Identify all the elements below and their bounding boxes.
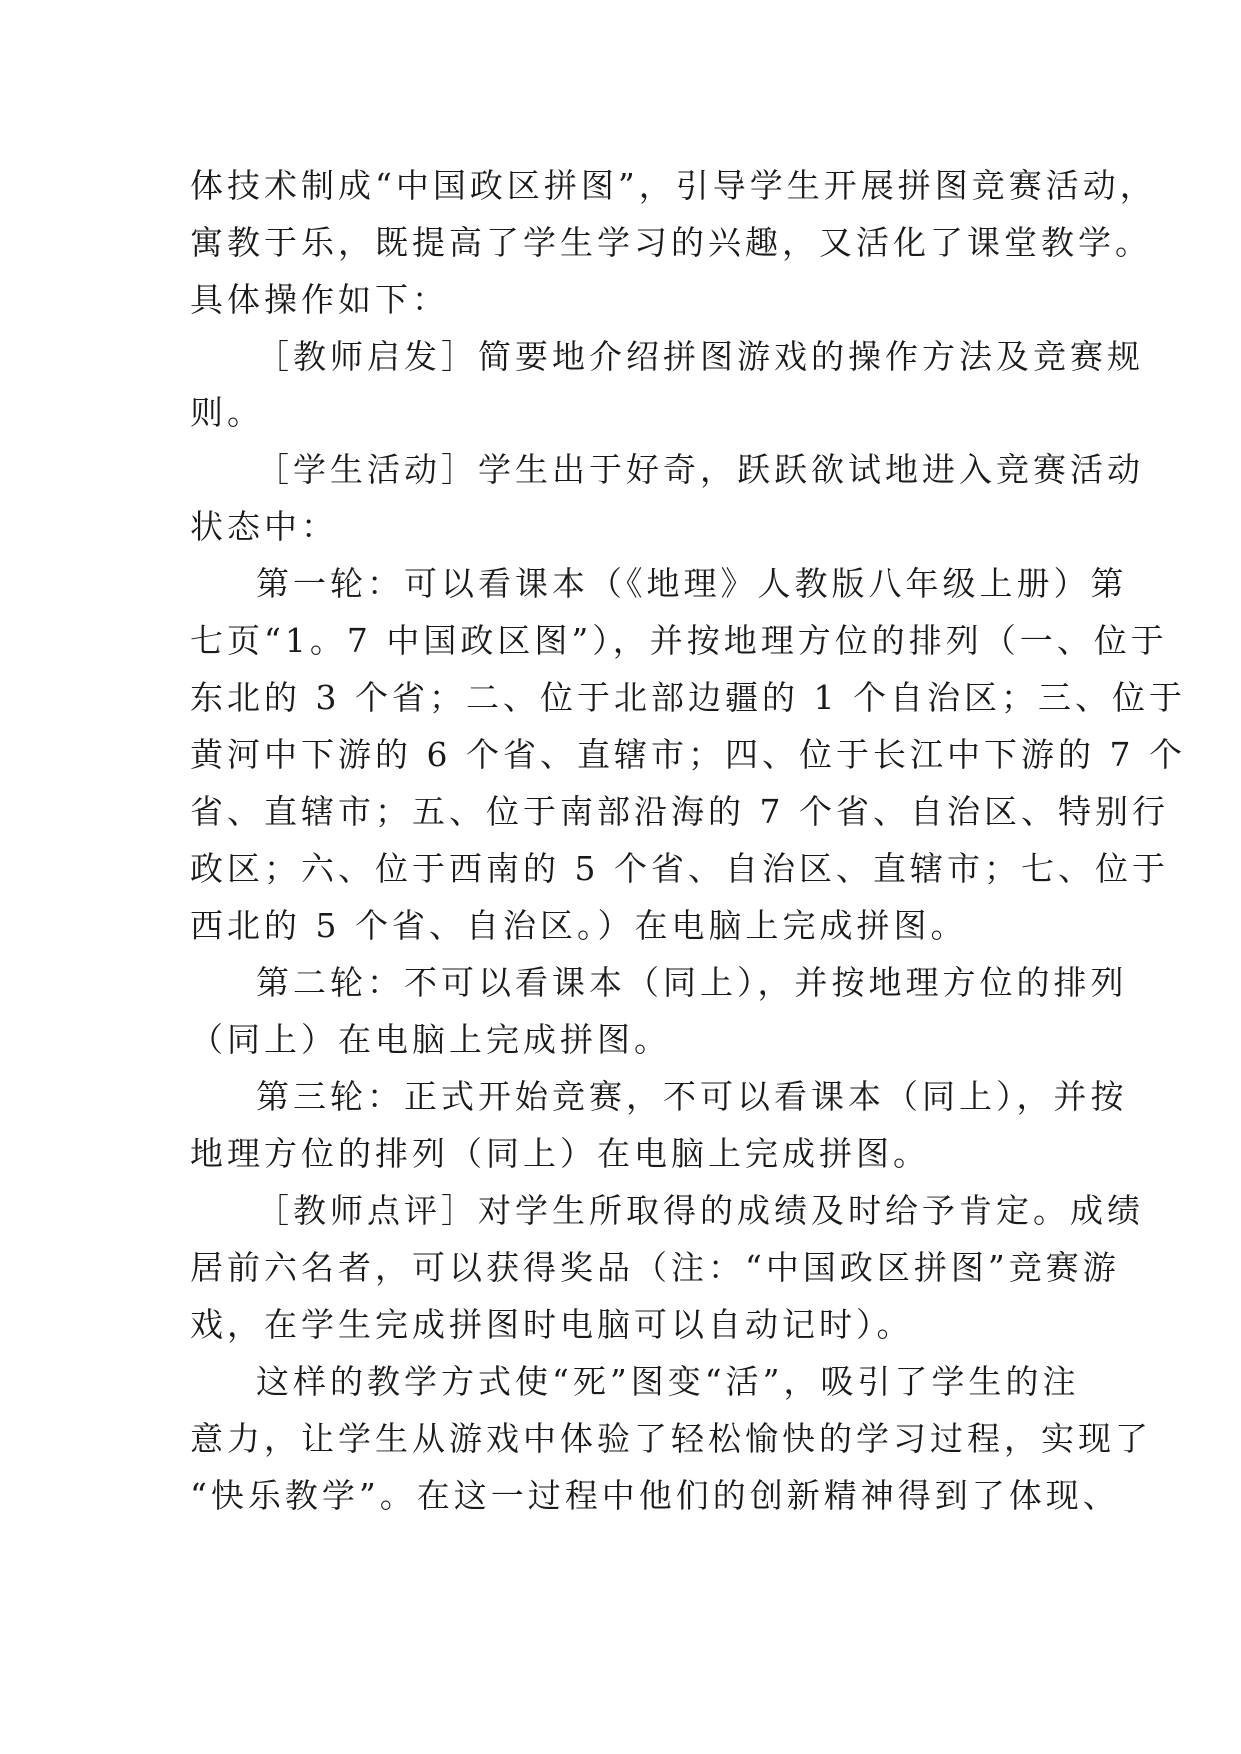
text-line: ［学生活动］学生出于好奇，跃跃欲试地进入竞赛活动 (256, 450, 1144, 489)
text-line: 这样的教学方式使“死”图变“活”，吸引了学生的注 (256, 1362, 1080, 1401)
text-line: 体技术制成“中国政区拼图”，引导学生开展拼图竞赛活动， (190, 166, 1157, 205)
text-line: “快乐教学”。在这一过程中他们的创新精神得到了体现、 (190, 1476, 1120, 1515)
text-line: 第二轮：不可以看课本（同上），并按地理方位的排列 (256, 963, 1128, 1002)
text-line: 西北的 5 个省、自治区。）在电脑上完成拼图。 (190, 906, 968, 945)
text-line: 省、直辖市；五、位于南部沿海的 7 个省、自治区、特别行 (190, 792, 1169, 831)
text-line: 政区；六、位于西南的 5 个省、自治区、直辖市；七、位于 (190, 849, 1169, 888)
text-line: 则。 (190, 393, 264, 432)
text-line: 第三轮：正式开始竞赛，不可以看课本（同上），并按 (256, 1077, 1128, 1116)
text-line: ［教师启发］简要地介绍拼图游戏的操作方法及竞赛规 (256, 337, 1144, 376)
text-line: 寓教于乐，既提高了学生学习的兴趣，又活化了课堂教学。 (190, 223, 1152, 262)
text-line: 东北的 3 个省；二、位于北部边疆的 1 个自治区；三、位于 (190, 678, 1186, 717)
text-line: 地理方位的排列（同上）在电脑上完成拼图。 (190, 1134, 930, 1173)
text-line: 具体操作如下： (190, 280, 449, 319)
text-line: ［教师点评］对学生所取得的成绩及时给予肯定。成绩 (256, 1191, 1144, 1230)
text-line: 七页“1。7 中国政区图”），并按地理方位的排列（一、位于 (190, 621, 1168, 660)
text-line: （同上）在电脑上完成拼图。 (190, 1020, 671, 1059)
text-line: 黄河中下游的 6 个省、直辖市；四、位于长江中下游的 7 个 (190, 735, 1186, 774)
text-line: 居前六名者，可以获得奖品（注：“中国政区拼图”竞赛游 (190, 1248, 1120, 1287)
text-line: 第一轮：可以看课本（《地理》人教版八年级上册）第 (256, 564, 1128, 603)
text-line: 意力，让学生从游戏中体验了轻松愉快的学习过程，实现了 (190, 1419, 1152, 1458)
text-line: 状态中： (190, 507, 338, 546)
text-line: 戏，在学生完成拼图时电脑可以自动记时）。 (190, 1305, 914, 1344)
